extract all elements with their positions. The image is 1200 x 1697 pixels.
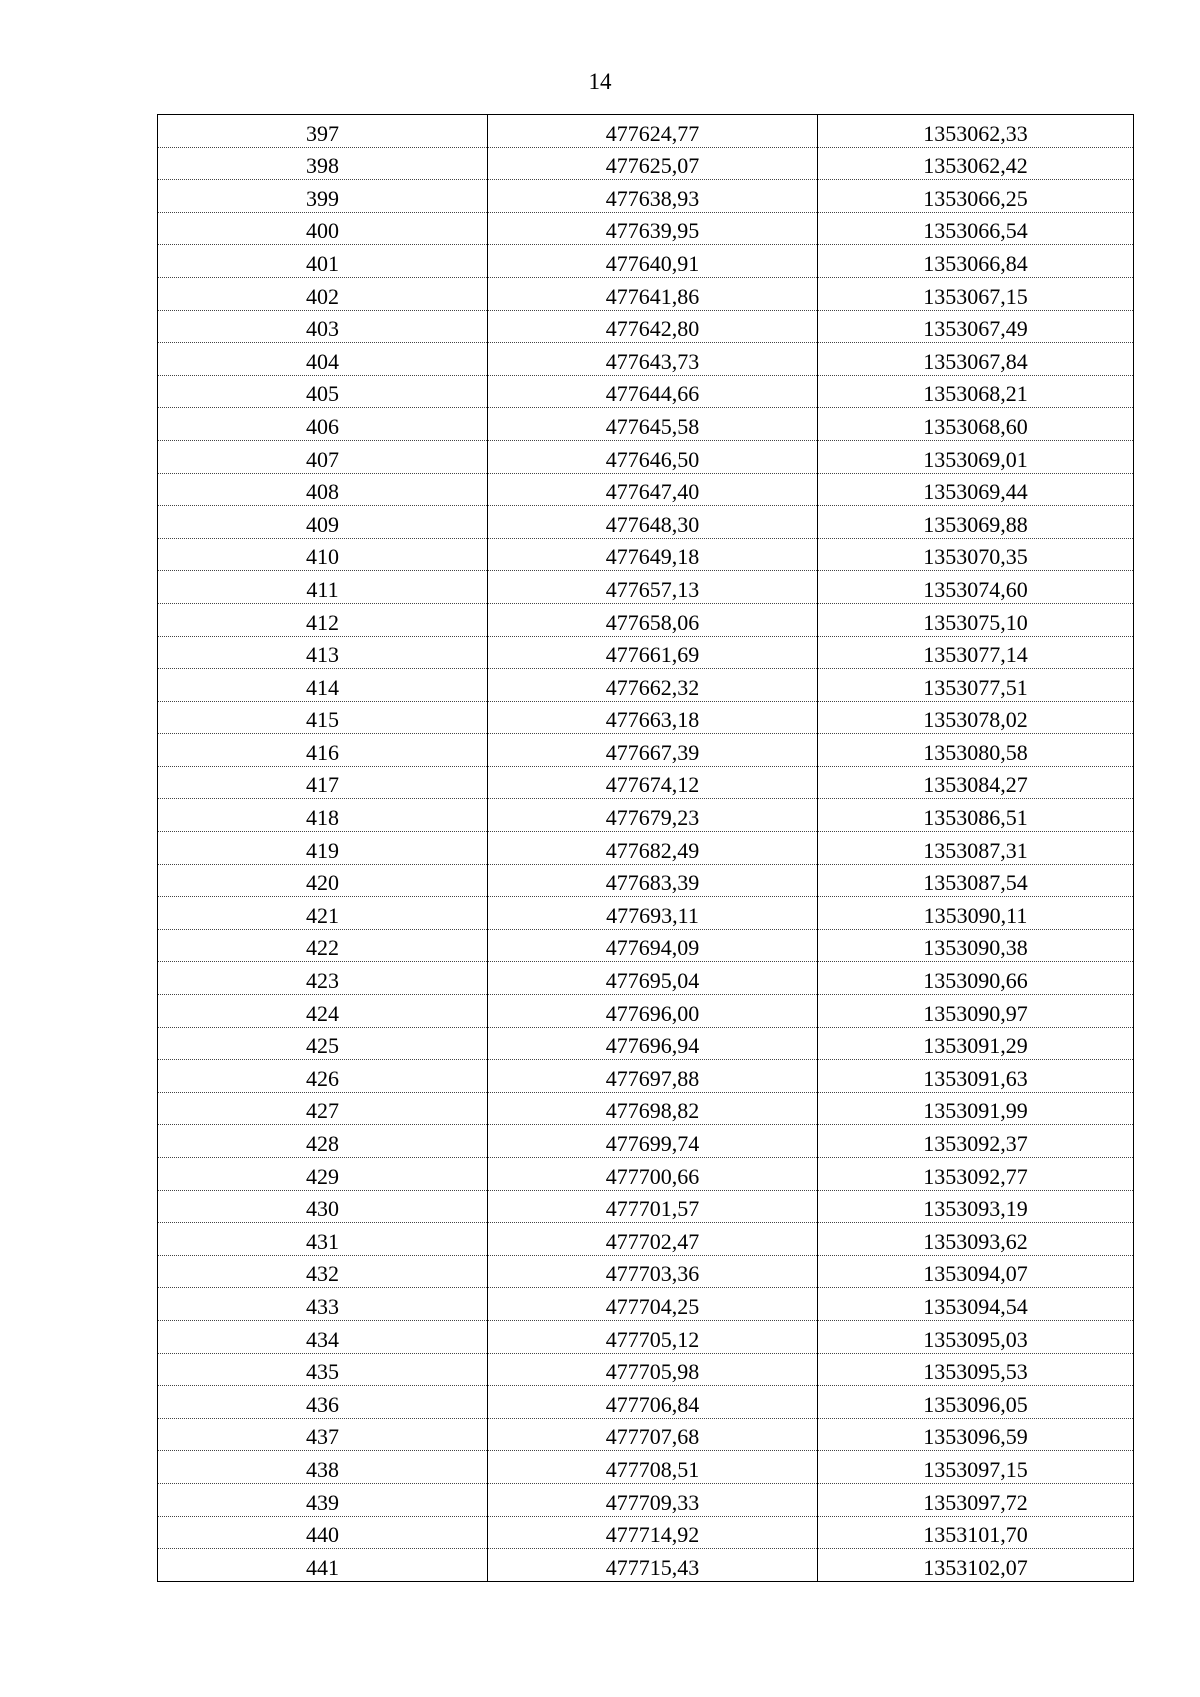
point-number-cell: 418 [158, 799, 488, 832]
y-coordinate-cell: 1353062,42 [818, 147, 1134, 180]
x-coordinate-cell: 477708,51 [488, 1451, 818, 1484]
y-coordinate-cell: 1353069,88 [818, 506, 1134, 539]
x-coordinate-cell: 477674,12 [488, 766, 818, 799]
point-number-cell: 440 [158, 1516, 488, 1549]
table-row [158, 1288, 1134, 1321]
x-coordinate-cell: 477706,84 [488, 1386, 818, 1419]
point-number-cell: 410 [158, 538, 488, 571]
point-number-cell: 409 [158, 506, 488, 539]
x-coordinate-cell: 477699,74 [488, 1125, 818, 1158]
y-coordinate-cell: 1353096,05 [818, 1386, 1134, 1419]
table-row [158, 897, 1134, 930]
x-coordinate-cell: 477658,06 [488, 603, 818, 636]
y-coordinate-cell: 1353102,07 [818, 1549, 1134, 1582]
x-coordinate-cell: 477661,69 [488, 636, 818, 669]
y-coordinate-cell: 1353068,60 [818, 408, 1134, 441]
x-coordinate-cell: 477693,11 [488, 897, 818, 930]
y-coordinate-cell: 1353091,29 [818, 1027, 1134, 1060]
y-coordinate-cell: 1353069,01 [818, 440, 1134, 473]
y-coordinate-cell: 1353097,15 [818, 1451, 1134, 1484]
y-coordinate-cell: 1353084,27 [818, 766, 1134, 799]
x-coordinate-cell: 477705,12 [488, 1320, 818, 1353]
x-coordinate-cell: 477643,73 [488, 343, 818, 376]
y-coordinate-cell: 1353090,66 [818, 962, 1134, 995]
y-coordinate-cell: 1353067,49 [818, 310, 1134, 343]
point-number-cell: 421 [158, 897, 488, 930]
x-coordinate-cell: 477638,93 [488, 180, 818, 213]
x-coordinate-cell: 477640,91 [488, 245, 818, 278]
table-row [158, 864, 1134, 897]
table-row [158, 669, 1134, 702]
point-number-cell: 420 [158, 864, 488, 897]
table-row [158, 180, 1134, 213]
x-coordinate-cell: 477698,82 [488, 1092, 818, 1125]
x-coordinate-cell: 477696,94 [488, 1027, 818, 1060]
x-coordinate-cell: 477705,98 [488, 1353, 818, 1386]
y-coordinate-cell: 1353093,19 [818, 1190, 1134, 1223]
table-row [158, 147, 1134, 180]
point-number-cell: 415 [158, 701, 488, 734]
x-coordinate-cell: 477704,25 [488, 1288, 818, 1321]
y-coordinate-cell: 1353091,99 [818, 1092, 1134, 1125]
x-coordinate-cell: 477624,77 [488, 115, 818, 148]
table-row [158, 440, 1134, 473]
table-row [158, 1158, 1134, 1191]
x-coordinate-cell: 477707,68 [488, 1418, 818, 1451]
x-coordinate-cell: 477644,66 [488, 375, 818, 408]
table-row [158, 375, 1134, 408]
x-coordinate-cell: 477682,49 [488, 832, 818, 865]
y-coordinate-cell: 1353080,58 [818, 734, 1134, 767]
table-row [158, 408, 1134, 441]
x-coordinate-cell: 477703,36 [488, 1255, 818, 1288]
point-number-cell: 411 [158, 571, 488, 604]
table-row [158, 701, 1134, 734]
y-coordinate-cell: 1353093,62 [818, 1223, 1134, 1256]
point-number-cell: 426 [158, 1060, 488, 1093]
point-number-cell: 404 [158, 343, 488, 376]
x-coordinate-cell: 477694,09 [488, 929, 818, 962]
point-number-cell: 436 [158, 1386, 488, 1419]
x-coordinate-cell: 477667,39 [488, 734, 818, 767]
y-coordinate-cell: 1353095,53 [818, 1353, 1134, 1386]
y-coordinate-cell: 1353086,51 [818, 799, 1134, 832]
point-number-cell: 427 [158, 1092, 488, 1125]
y-coordinate-cell: 1353077,14 [818, 636, 1134, 669]
y-coordinate-cell: 1353092,77 [818, 1158, 1134, 1191]
y-coordinate-cell: 1353090,11 [818, 897, 1134, 930]
y-coordinate-cell: 1353066,54 [818, 212, 1134, 245]
x-coordinate-cell: 477649,18 [488, 538, 818, 571]
table-row [158, 1190, 1134, 1223]
table-row [158, 1353, 1134, 1386]
table-row [158, 1418, 1134, 1451]
point-number-cell: 405 [158, 375, 488, 408]
table-row [158, 473, 1134, 506]
table-row [158, 603, 1134, 636]
point-number-cell: 406 [158, 408, 488, 441]
y-coordinate-cell: 1353068,21 [818, 375, 1134, 408]
y-coordinate-cell: 1353070,35 [818, 538, 1134, 571]
x-coordinate-cell: 477709,33 [488, 1483, 818, 1516]
point-number-cell: 423 [158, 962, 488, 995]
table-row [158, 115, 1134, 148]
x-coordinate-cell: 477700,66 [488, 1158, 818, 1191]
point-number-cell: 430 [158, 1190, 488, 1223]
point-number-cell: 437 [158, 1418, 488, 1451]
y-coordinate-cell: 1353069,44 [818, 473, 1134, 506]
x-coordinate-cell: 477702,47 [488, 1223, 818, 1256]
point-number-cell: 416 [158, 734, 488, 767]
y-coordinate-cell: 1353095,03 [818, 1320, 1134, 1353]
point-number-cell: 397 [158, 115, 488, 148]
point-number-cell: 402 [158, 277, 488, 310]
y-coordinate-cell: 1353091,63 [818, 1060, 1134, 1093]
table-row [158, 929, 1134, 962]
point-number-cell: 422 [158, 929, 488, 962]
point-number-cell: 429 [158, 1158, 488, 1191]
point-number-cell: 419 [158, 832, 488, 865]
y-coordinate-cell: 1353066,84 [818, 245, 1134, 278]
table-row [158, 343, 1134, 376]
y-coordinate-cell: 1353097,72 [818, 1483, 1134, 1516]
point-number-cell: 439 [158, 1483, 488, 1516]
table-row [158, 734, 1134, 767]
y-coordinate-cell: 1353087,54 [818, 864, 1134, 897]
point-number-cell: 398 [158, 147, 488, 180]
table-row [158, 1516, 1134, 1549]
table-row [158, 1223, 1134, 1256]
y-coordinate-cell: 1353062,33 [818, 115, 1134, 148]
y-coordinate-cell: 1353066,25 [818, 180, 1134, 213]
table-row [158, 995, 1134, 1028]
point-number-cell: 408 [158, 473, 488, 506]
x-coordinate-cell: 477625,07 [488, 147, 818, 180]
coordinates-table [157, 114, 1134, 1582]
y-coordinate-cell: 1353077,51 [818, 669, 1134, 702]
point-number-cell: 441 [158, 1549, 488, 1582]
table-row [158, 766, 1134, 799]
point-number-cell: 425 [158, 1027, 488, 1060]
x-coordinate-cell: 477645,58 [488, 408, 818, 441]
table-row [158, 1451, 1134, 1484]
table-row [158, 1060, 1134, 1093]
table-row [158, 538, 1134, 571]
y-coordinate-cell: 1353087,31 [818, 832, 1134, 865]
point-number-cell: 438 [158, 1451, 488, 1484]
x-coordinate-cell: 477641,86 [488, 277, 818, 310]
x-coordinate-cell: 477696,00 [488, 995, 818, 1028]
point-number-cell: 428 [158, 1125, 488, 1158]
x-coordinate-cell: 477679,23 [488, 799, 818, 832]
point-number-cell: 401 [158, 245, 488, 278]
point-number-cell: 433 [158, 1288, 488, 1321]
x-coordinate-cell: 477697,88 [488, 1060, 818, 1093]
x-coordinate-cell: 477695,04 [488, 962, 818, 995]
table-row [158, 799, 1134, 832]
y-coordinate-cell: 1353074,60 [818, 571, 1134, 604]
x-coordinate-cell: 477657,13 [488, 571, 818, 604]
point-number-cell: 414 [158, 669, 488, 702]
table-row [158, 962, 1134, 995]
point-number-cell: 413 [158, 636, 488, 669]
table-row [158, 571, 1134, 604]
x-coordinate-cell: 477715,43 [488, 1549, 818, 1582]
y-coordinate-cell: 1353075,10 [818, 603, 1134, 636]
point-number-cell: 435 [158, 1353, 488, 1386]
x-coordinate-cell: 477642,80 [488, 310, 818, 343]
table-row [158, 506, 1134, 539]
x-coordinate-cell: 477701,57 [488, 1190, 818, 1223]
y-coordinate-cell: 1353090,38 [818, 929, 1134, 962]
table-row [158, 832, 1134, 865]
point-number-cell: 431 [158, 1223, 488, 1256]
table-row [158, 1386, 1134, 1419]
point-number-cell: 399 [158, 180, 488, 213]
x-coordinate-cell: 477662,32 [488, 669, 818, 702]
table-row [158, 636, 1134, 669]
table-row [158, 1483, 1134, 1516]
y-coordinate-cell: 1353067,84 [818, 343, 1134, 376]
x-coordinate-cell: 477646,50 [488, 440, 818, 473]
table-row [158, 1027, 1134, 1060]
point-number-cell: 407 [158, 440, 488, 473]
x-coordinate-cell: 477683,39 [488, 864, 818, 897]
x-coordinate-cell: 477639,95 [488, 212, 818, 245]
table-row [158, 245, 1134, 278]
y-coordinate-cell: 1353096,59 [818, 1418, 1134, 1451]
table-row [158, 1549, 1134, 1582]
coordinates-table-body [158, 115, 1134, 1582]
table-row [158, 1125, 1134, 1158]
x-coordinate-cell: 477648,30 [488, 506, 818, 539]
y-coordinate-cell: 1353094,07 [818, 1255, 1134, 1288]
x-coordinate-cell: 477714,92 [488, 1516, 818, 1549]
table-row [158, 310, 1134, 343]
table-row [158, 1255, 1134, 1288]
y-coordinate-cell: 1353090,97 [818, 995, 1134, 1028]
point-number-cell: 432 [158, 1255, 488, 1288]
table-row [158, 1320, 1134, 1353]
table-row [158, 1092, 1134, 1125]
point-number-cell: 424 [158, 995, 488, 1028]
y-coordinate-cell: 1353101,70 [818, 1516, 1134, 1549]
point-number-cell: 434 [158, 1320, 488, 1353]
page-number: 14 [588, 69, 612, 94]
point-number-cell: 403 [158, 310, 488, 343]
y-coordinate-cell: 1353092,37 [818, 1125, 1134, 1158]
point-number-cell: 400 [158, 212, 488, 245]
y-coordinate-cell: 1353078,02 [818, 701, 1134, 734]
y-coordinate-cell: 1353067,15 [818, 277, 1134, 310]
table-row [158, 277, 1134, 310]
y-coordinate-cell: 1353094,54 [818, 1288, 1134, 1321]
point-number-cell: 412 [158, 603, 488, 636]
x-coordinate-cell: 477647,40 [488, 473, 818, 506]
table-row [158, 212, 1134, 245]
point-number-cell: 417 [158, 766, 488, 799]
x-coordinate-cell: 477663,18 [488, 701, 818, 734]
